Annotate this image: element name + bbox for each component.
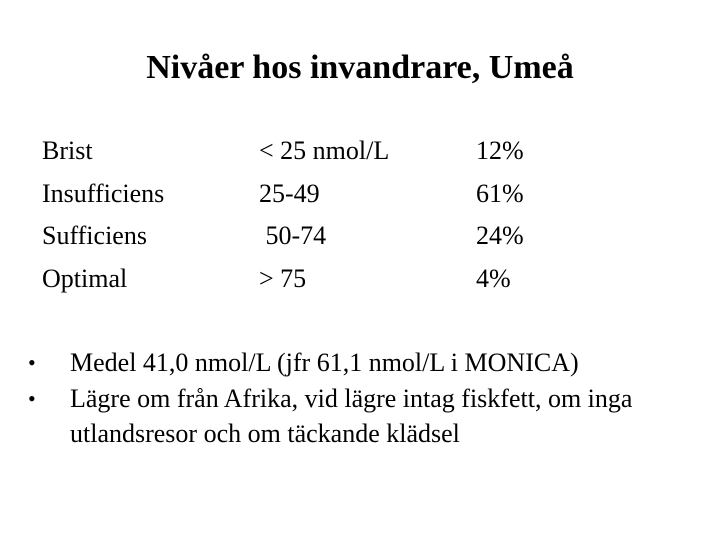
table-row xyxy=(42,215,596,258)
range-cell: < 25 nmol/L xyxy=(259,136,390,165)
table-row xyxy=(42,258,596,301)
bullet-list xyxy=(28,345,692,452)
bullet-text: Lägre om från Afrika, vid lägre intag fiskfett, om inga utlandsresor och om täckande klädsel xyxy=(70,384,633,448)
bullet-marker: • xyxy=(28,350,36,375)
table-row xyxy=(42,173,596,216)
slide-title: Nivåer hos invandrare, Umeå xyxy=(146,49,574,86)
bullet-marker: • xyxy=(28,386,36,411)
percent-cell: 61% xyxy=(476,178,524,208)
category-cell: Insufficiens xyxy=(42,178,165,208)
bullet-text: Medel 41,0 nmol/L (jfr 61,1 nmol/L i MONICA) xyxy=(70,348,579,377)
category-cell: Optimal xyxy=(42,263,128,293)
percent-cell: 4% xyxy=(476,263,511,293)
range-cell: 25-49 xyxy=(259,178,320,208)
category-cell: Brist xyxy=(42,136,93,165)
range-cell: 50-74 xyxy=(259,221,327,250)
table-row xyxy=(42,130,596,173)
range-cell: > 75 xyxy=(259,263,307,293)
bullet-item xyxy=(28,345,692,380)
levels-table xyxy=(42,130,596,300)
percent-cell: 24% xyxy=(476,221,524,250)
category-cell: Sufficiens xyxy=(42,221,147,250)
bullet-item xyxy=(28,381,692,451)
percent-cell: 12% xyxy=(476,136,524,165)
